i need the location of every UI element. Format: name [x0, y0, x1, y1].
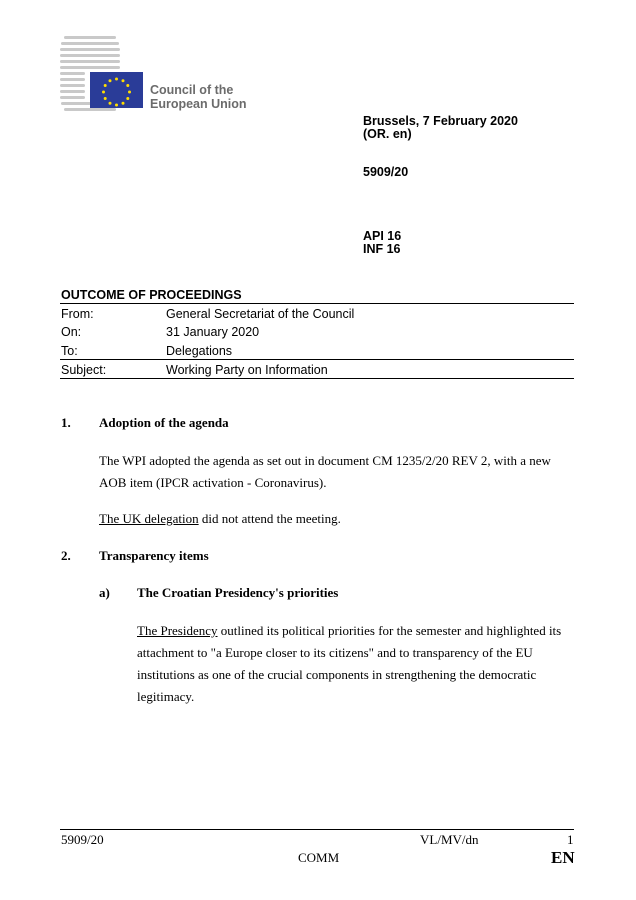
footer-page-number: 1	[567, 832, 574, 847]
original-language: (OR. en)	[363, 127, 412, 141]
row-value: 31 January 2020	[166, 325, 260, 339]
section-2-title: Transparency items	[99, 548, 209, 563]
section-1-number: 1.	[61, 415, 71, 430]
code-inf: INF 16	[363, 242, 401, 256]
footer-department: COMM	[298, 850, 340, 865]
note-text: did not attend the meeting.	[198, 511, 341, 526]
code-api: API 16	[363, 229, 402, 243]
row-key: On:	[61, 325, 82, 339]
paragraph-text: outlined its political priorities for the semester and highlighted its attachment to "a Europe closer to its citizens" and to transparency of the EU institutions as one of the crucial components in strengthening the democratic legitimacy.	[137, 623, 562, 704]
footer-initials: VL/MV/dn	[420, 832, 479, 847]
date-line: Brussels, 7 February 2020	[363, 114, 518, 128]
section-1-note	[99, 508, 341, 530]
org-name-line1: Council of the	[150, 83, 234, 97]
row-key: Subject:	[61, 363, 107, 377]
org-name-line2: European Union	[150, 97, 247, 111]
row-value: General Secretariat of the Council	[166, 307, 355, 321]
row-key: To:	[61, 344, 78, 358]
section-2a-paragraph	[137, 620, 567, 708]
section-2-number: 2.	[61, 548, 71, 563]
divider	[60, 303, 574, 304]
footer-divider	[60, 829, 574, 830]
section-2a-number: a)	[99, 585, 110, 600]
section-2a-title: The Croatian Presidency's priorities	[137, 585, 339, 600]
document-number: 5909/20	[363, 165, 409, 179]
section-1-paragraph: The WPI adopted the agenda as set out in document CM 1235/2/20 REV 2, with a new AOB item (IPCR activation - Coronavirus).	[99, 453, 551, 490]
uk-delegation-text: The UK delegation	[99, 511, 199, 526]
presidency-text: The Presidency	[137, 623, 218, 638]
row-value: Working Party on Information	[166, 363, 328, 377]
divider	[60, 378, 574, 379]
footer-doc-number: 5909/20	[61, 832, 104, 847]
eu-flag	[90, 72, 143, 108]
outcome-title: OUTCOME OF PROCEEDINGS	[61, 288, 242, 302]
org-name	[150, 83, 247, 111]
row-key: From:	[61, 307, 94, 321]
divider	[60, 359, 574, 360]
footer-language: EN	[551, 848, 575, 867]
section-1-title: Adoption of the agenda	[99, 415, 229, 430]
row-value: Delegations	[166, 344, 233, 358]
